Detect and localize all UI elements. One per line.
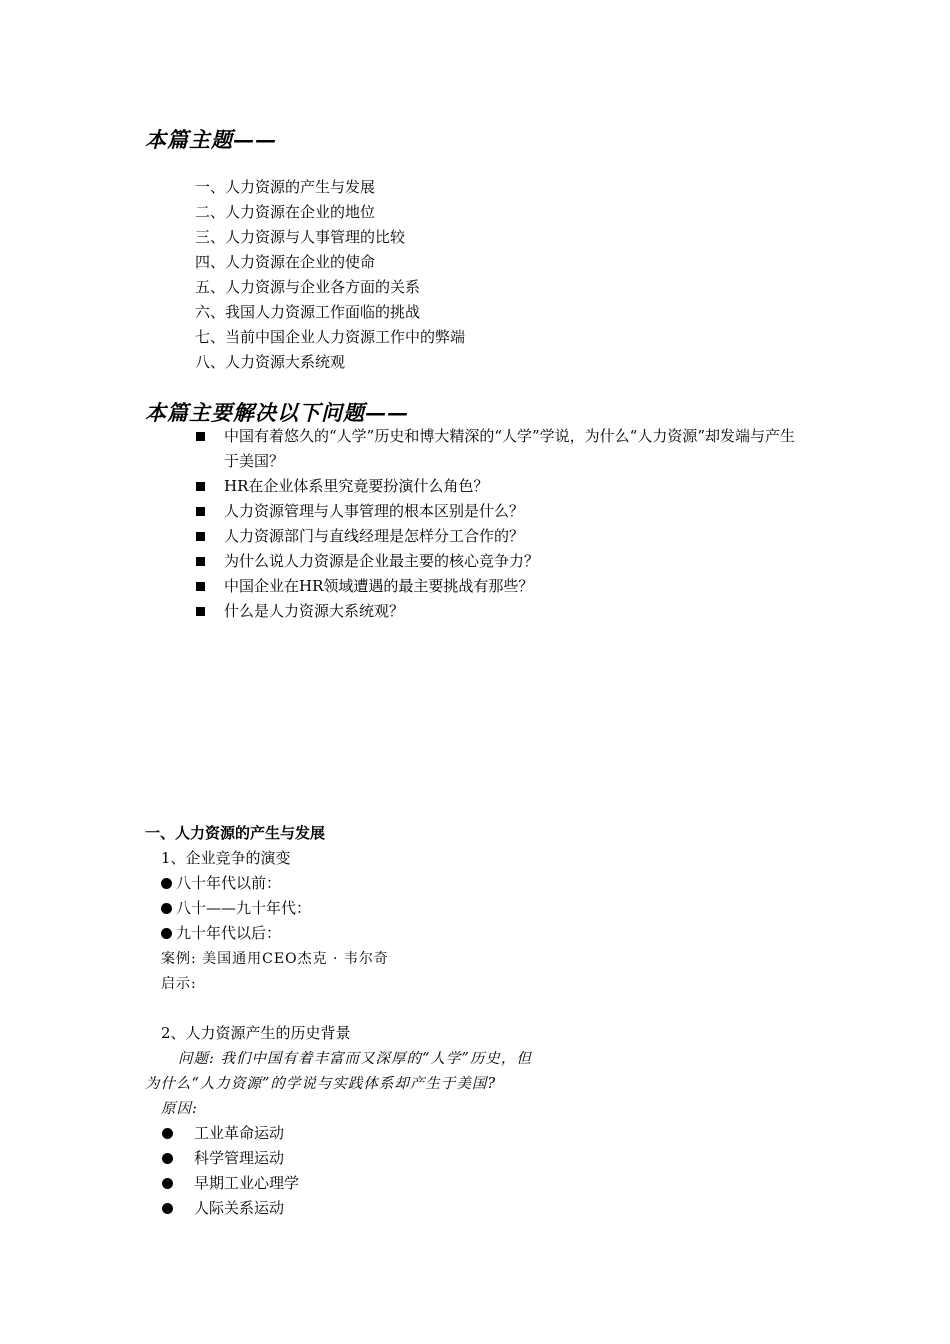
bullet-dot-icon [162, 1128, 173, 1139]
bullet-dot-icon [161, 878, 172, 889]
topic-heading: 本篇主题—— [145, 127, 277, 152]
question-item [195, 599, 795, 624]
question-item [195, 499, 795, 524]
era-item [161, 922, 281, 943]
reason-list [161, 1121, 299, 1221]
topic-item: 五、人力资源与企业各方面的关系 [195, 278, 421, 296]
question-text: 人力资源部门与直线经理是怎样分工合作的？ [224, 527, 525, 545]
topic-item: 四、人力资源在企业的使命 [195, 253, 376, 271]
case-line: 案例: 美国通用CEO杰克 · 韦尔奇 [161, 951, 389, 967]
topic-item: 二、人力资源在企业的地位 [195, 203, 376, 221]
bullet-dot-icon [161, 928, 172, 939]
question-item [195, 549, 795, 574]
reason-item [161, 1171, 299, 1196]
topic-item: 八、人力资源大系统观 [195, 353, 346, 371]
era-item [161, 897, 311, 918]
bullet-dot-icon [162, 1153, 173, 1164]
bullet-dot-icon [162, 1178, 173, 1189]
questions-heading: 本篇主要解决以下问题—— [145, 400, 409, 425]
question-text: HR在企业体系里究竟要扮演什么角色？ [224, 477, 489, 495]
question-item [195, 424, 795, 474]
square-bullet-icon [196, 507, 205, 516]
subsection-title: 1、企业竞争的演变 [161, 849, 291, 867]
question-item [195, 524, 795, 549]
square-bullet-icon [196, 432, 205, 441]
subsection-title: 2、人力资源产生的历史背景 [161, 1024, 351, 1042]
question-paragraph-line: 为什么“人力资源”的学说与实践体系却产生于美国? [145, 1076, 497, 1092]
bullet-dot-icon [161, 903, 172, 914]
reason-text: 工业革命运动 [194, 1124, 285, 1142]
era-item [161, 872, 281, 893]
question-item [195, 474, 795, 499]
reason-text: 人际关系运动 [194, 1199, 285, 1217]
topic-list [195, 175, 465, 375]
square-bullet-icon [196, 532, 205, 541]
era-text: 八十年代以前： [176, 874, 282, 892]
question-text: 中国企业在HR领域遭遇的最主要挑战有那些？ [224, 577, 534, 595]
topic-item: 六、我国人力资源工作面临的挑战 [195, 303, 421, 321]
question-text: 人力资源管理与人事管理的根本区别是什么？ [224, 502, 525, 520]
question-text: 中国有着悠久的“人学”历史和博大精深的“人学”学说，为什么“人力资源”却发端与产生于美国？ [224, 427, 796, 470]
reason-item [161, 1146, 299, 1171]
question-paragraph-line: 问题: 我们中国有着丰富而又深厚的“人学”历史，但 [178, 1051, 532, 1067]
era-text: 八十——九十年代： [176, 899, 312, 917]
reason-text: 科学管理运动 [194, 1149, 285, 1167]
question-list [195, 424, 795, 624]
question-item [195, 574, 795, 599]
topic-item: 七、当前中国企业人力资源工作中的弊端 [195, 328, 466, 346]
square-bullet-icon [196, 482, 205, 491]
topic-item: 三、人力资源与人事管理的比较 [195, 228, 406, 246]
question-text: 为什么说人力资源是企业最主要的核心竞争力？ [224, 552, 540, 570]
square-bullet-icon [196, 582, 205, 591]
square-bullet-icon [196, 607, 205, 616]
insight-label: 启示: [161, 976, 197, 992]
reason-item [161, 1121, 299, 1146]
square-bullet-icon [196, 557, 205, 566]
bullet-dot-icon [162, 1203, 173, 1214]
reason-text: 早期工业心理学 [194, 1174, 300, 1192]
topic-item: 一、人力资源的产生与发展 [195, 178, 376, 196]
question-text: 什么是人力资源大系统观？ [224, 602, 405, 620]
era-text: 九十年代以后： [176, 924, 282, 942]
section-title: 一、人力资源的产生与发展 [145, 824, 326, 842]
reason-item [161, 1196, 299, 1221]
reason-label: 原因: [161, 1101, 198, 1117]
